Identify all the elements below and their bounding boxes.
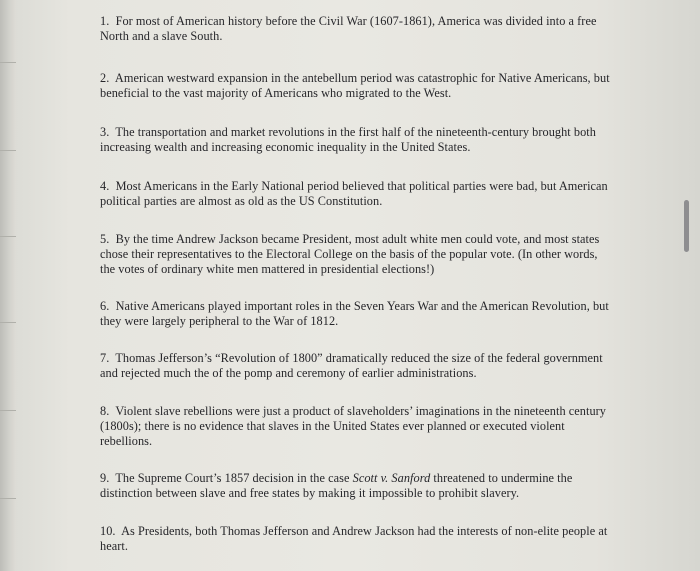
question-item xyxy=(100,299,610,329)
page-left-edge xyxy=(0,0,16,571)
question-text: Native Americans played important roles in the Seven Years War and the American Revolution, but they were largely peripheral to the War of 1812. xyxy=(100,299,609,328)
question-item xyxy=(100,232,610,277)
question-text: For most of American history before the Civil War (1607-1861), America was divided into a free North and a slave South. xyxy=(100,14,597,43)
question-text: Violent slave rebellions were just a product of slaveholders’ imaginations in the nineteenth century (1800s); there is no evidence that slaves in the United States ever planned or executed violent rebellions. xyxy=(100,404,607,448)
case-name: Scott v. Sanford xyxy=(352,471,431,485)
question-number: 10. xyxy=(100,524,116,538)
question-text: The transportation and market revolutions in the first half of the nineteenth-century brought both increasing wealth and increasing economic inequality in the United States. xyxy=(100,125,596,154)
question-number: 8. xyxy=(100,404,110,418)
question-number: 1. xyxy=(100,14,110,28)
scroll-track[interactable] xyxy=(682,0,692,571)
question-item xyxy=(100,351,610,381)
question-item xyxy=(100,71,610,101)
question-text: Most Americans in the Early National period believed that political parties were bad, but American political parties are almost as old as the US Constitution. xyxy=(100,179,608,208)
question-text-before: The Supreme Court’s 1857 decision in the case xyxy=(115,471,353,485)
question-number: 6. xyxy=(100,299,110,313)
question-number: 4. xyxy=(100,179,110,193)
question-item xyxy=(100,471,610,501)
question-number: 5. xyxy=(100,232,110,246)
question-number: 3. xyxy=(100,125,110,139)
question-number: 9. xyxy=(100,471,110,485)
question-number: 2. xyxy=(100,71,110,85)
question-text: American westward expansion in the antebellum period was catastrophic for Native Americans, but beneficial to the vast majority of Americans who migrated to the West. xyxy=(100,71,610,100)
question-number: 7. xyxy=(100,351,110,365)
question-item xyxy=(100,404,610,449)
question-item xyxy=(100,14,610,44)
question-item xyxy=(100,125,610,155)
question-item xyxy=(100,179,610,209)
question-text: As Presidents, both Thomas Jefferson and Andrew Jackson had the interests of non-elite people at heart. xyxy=(100,524,608,553)
question-text: By the time Andrew Jackson became President, most adult white men could vote, and most states chose their representatives to the Electoral College on the basis of the popular vote. (In other words, the votes of ordinary white men mattered in presidential elections!) xyxy=(100,232,600,276)
scrollbar-thumb[interactable] xyxy=(684,200,689,252)
question-text: Thomas Jefferson’s “Revolution of 1800” dramatically reduced the size of the federal government and rejected much the of the pomp and ceremony of earlier administrations. xyxy=(100,351,603,380)
question-item xyxy=(100,524,610,554)
question-text-after: threatened to undermine the distinction between slave and free states by making it impossible to prohibit slavery. xyxy=(100,471,573,500)
